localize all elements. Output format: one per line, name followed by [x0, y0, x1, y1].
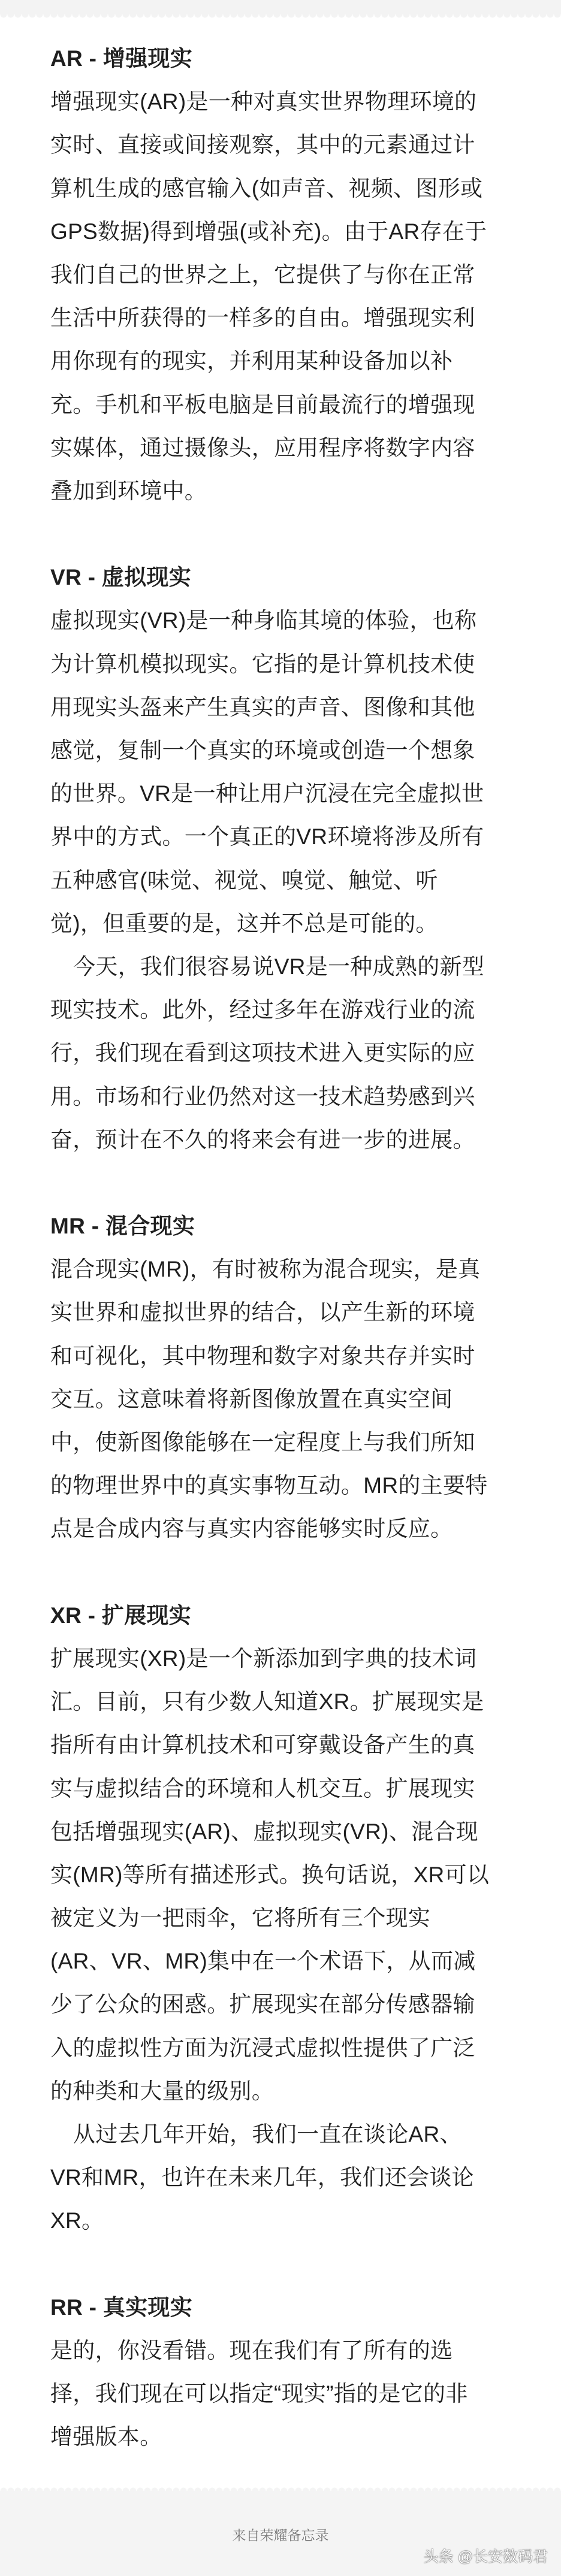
- section-heading: MR - 混合现实: [50, 1214, 195, 1239]
- text-line: 觉)，但重要的是，这并不总是可能的。: [50, 911, 438, 936]
- source-label: 来自荣耀备忘录: [232, 2527, 329, 2543]
- footer: [0, 2491, 561, 2576]
- text-line: 的世界。VR是一种让用户沉浸在完全虚拟世: [50, 781, 484, 806]
- text-line: (AR、VR、MR)集中在一个术语下，从而减: [50, 1949, 476, 1974]
- paragraph: [50, 2113, 530, 2243]
- text-line: 奋，预计在不久的将来会有进一步的进展。: [50, 1127, 475, 1152]
- text-line: 实(MR)等所有描述形式。换句话说，XR可以: [50, 1862, 490, 1887]
- text-line: 增强现实(AR)是一种对真实世界物理环境的: [50, 89, 477, 114]
- text-line: 今天，我们很容易说VR是一种成熟的新型: [73, 954, 485, 979]
- paragraph: [50, 80, 530, 513]
- text-line: 入的虚拟性方面为沉浸式虚拟性提供了广泛: [50, 2035, 475, 2060]
- section-spacer: [50, 1162, 530, 1205]
- text-line: 包括增强现实(AR)、虚拟现实(VR)、混合现: [50, 1819, 478, 1844]
- paragraph: [50, 945, 530, 1162]
- text-line: 现实技术。此外，经过多年在游戏行业的流: [50, 997, 475, 1023]
- text-line: 界中的方式。一个真正的VR环境将涉及所有: [50, 824, 484, 849]
- text-line: 汇。目前，只有少数人知道XR。扩展现实是: [50, 1689, 484, 1715]
- text-line: 混合现实(MR)，有时被称为混合现实，是真: [50, 1257, 481, 1282]
- text-line: 感觉，复制一个真实的环境或创造一个想象: [50, 738, 475, 763]
- section-spacer: [50, 2243, 530, 2286]
- section: [50, 37, 530, 513]
- text-line: 我们自己的世界之上，它提供了与你在正常: [50, 262, 475, 287]
- text-line: 的种类和大量的级别。: [50, 2078, 274, 2103]
- text-line: 增强版本。: [50, 2424, 162, 2450]
- note-content: [50, 37, 530, 2459]
- section: [50, 556, 530, 1162]
- text-line: 叠加到环境中。: [50, 478, 207, 503]
- text-line: 生活中所获得的一样多的自由。增强现实利: [50, 306, 475, 331]
- text-line: 交互。这意味着将新图像放置在真实空间: [50, 1386, 453, 1411]
- text-line: 扩展现实(XR)是一个新添加到字典的技术词: [50, 1646, 477, 1671]
- text-line: 从过去几年开始，我们一直在谈论AR、: [73, 2122, 462, 2146]
- paragraph: [50, 1637, 530, 2113]
- text-line: 实时、直接或间接观察，其中的元素通过计: [50, 132, 475, 158]
- text-line: 充。手机和平板电脑是目前最流行的增强现: [50, 392, 475, 417]
- paragraph: [50, 2329, 530, 2459]
- text-line: 择，我们现在可以指定“现实”指的是它的非: [50, 2381, 468, 2406]
- section-heading: RR - 真实现实: [50, 2294, 193, 2320]
- section-heading: XR - 扩展现实: [50, 1603, 191, 1628]
- text-line: 的物理世界中的真实事物互动。MR的主要特: [50, 1473, 488, 1498]
- paragraph: [50, 599, 530, 945]
- section-spacer: [50, 1551, 530, 1594]
- text-line: 中，使新图像能够在一定程度上与我们所知: [50, 1430, 475, 1455]
- section-spacer: [50, 513, 530, 556]
- text-line: 用你现有的现实，并利用某种设备加以补: [50, 349, 453, 374]
- text-line: XR。: [50, 2208, 104, 2233]
- text-line: 是的，你没看错。现在我们有了所有的选: [50, 2338, 453, 2363]
- paragraph: [50, 1248, 530, 1550]
- section: [50, 2286, 530, 2459]
- text-line: 为计算机模拟现实。它指的是计算机技术使: [50, 651, 475, 676]
- text-line: 被定义为一把雨伞，它将所有三个现实: [50, 1906, 431, 1931]
- text-line: 少了公众的困惑。扩展现实在部分传感器输: [50, 1992, 475, 2017]
- section-heading: AR - 增强现实: [50, 46, 193, 71]
- watermark: 头条 @长安数码君: [423, 2548, 548, 2565]
- section: [50, 1205, 530, 1551]
- top-page-edge: [0, 0, 561, 14]
- text-line: 点是合成内容与真实内容能够实时反应。: [50, 1516, 453, 1541]
- text-line: 实媒体，通过摄像头，应用程序将数字内容: [50, 435, 475, 460]
- text-line: VR和MR，也许在未来几年，我们还会谈论: [50, 2165, 474, 2190]
- text-line: 和可视化，其中物理和数字对象共存并实时: [50, 1343, 475, 1368]
- section-heading: VR - 虚拟现实: [50, 565, 191, 590]
- text-line: 五种感官(味觉、视觉、嗅觉、触觉、听: [50, 867, 438, 893]
- text-line: 用。市场和行业仍然对这一技术趋势感到兴: [50, 1084, 475, 1109]
- text-line: 行，我们现在看到这项技术进入更实际的应: [50, 1041, 475, 1066]
- text-line: GPS数据)得到增强(或补充)。由于AR存在于: [50, 219, 487, 244]
- text-line: 用现实头盔来产生真实的声音、图像和其他: [50, 694, 475, 719]
- text-line: 虚拟现实(VR)是一种身临其境的体验，也称: [50, 608, 477, 633]
- section: [50, 1594, 530, 2243]
- text-line: 实世界和虚拟世界的结合，以产生新的环境: [50, 1300, 475, 1325]
- text-line: 实与虚拟结合的环境和人机交互。扩展现实: [50, 1776, 475, 1801]
- text-line: 指所有由计算机技术和可穿戴设备产生的真: [50, 1733, 475, 1758]
- text-line: 算机生成的感官输入(如声音、视频、图形或: [50, 176, 483, 201]
